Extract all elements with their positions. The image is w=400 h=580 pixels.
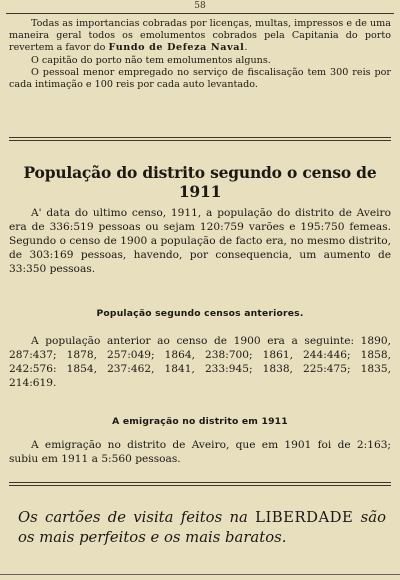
section-divider-top [9, 137, 391, 141]
captain-paragraph: O capitão do porto não tem emolumentos alguns. [31, 54, 271, 66]
previous-censuses-section [9, 335, 391, 391]
fees-end: . [244, 42, 248, 54]
header-rule [6, 13, 394, 14]
fund-name: Fundo de Defeza Naval [108, 42, 245, 54]
census-section [9, 207, 391, 277]
footer-rule [0, 574, 400, 575]
previous-censuses-heading: População segundo censos anteriores. [96, 308, 304, 319]
top-notes-section [9, 18, 391, 91]
emigration-paragraph: A emigração no distrito de Aveiro, que em 1901 foi de 2:163; subiu em 1911 a 5:560 pessoas. [9, 439, 391, 465]
advert-brand: LIBERDADE [255, 509, 354, 526]
emigration-section [9, 439, 391, 467]
advertisement [18, 508, 386, 548]
census-paragraph: A' data do ultimo censo, 1911, a população do distrito de Aveiro era de 336:519 pessoas ou sejam 120:759 varões e 195:750 femeas. Segundo o censo de 1900 a população de facto era, no mesmo distrito, de 303:169 pessoas, havendo, por consequencia, um aumento de 33:350 pessoas. [9, 207, 391, 275]
page-number: 58 [194, 1, 206, 11]
fees-paragraph [9, 18, 391, 55]
advert-text-end: são os mais perfeitos e os mais baratos. [18, 509, 386, 546]
fees-text: Todas as importancias cobradas por licenças, multas, impressos e de uma maneira geral todos os emolumentos cobrados pela Capitania do porto revertem a favor do [9, 18, 391, 54]
staff-paragraph: O pessoal menor empregado no serviço de fiscalisação tem 300 reis por cada intimação e 100 reis por cada auto levantado. [9, 66, 391, 91]
section-divider-bottom [9, 482, 391, 486]
emigration-heading: A emigração no distrito em 1911 [112, 416, 288, 427]
census-title: População do distrito segundo o censo de 1911 [23, 163, 377, 201]
previous-censuses-paragraph: A população anterior ao censo de 1900 era a seguinte: 1890, 287:437; 1878, 257:049; 1864, 238:700; 1861, 244:446; 1858, 242:576: 1854, 237:462, 1841, 233:945; 1838, 225:475; 1835, 214:619. [9, 335, 391, 389]
advert-text-start: Os cartões de visita feitos na [18, 509, 248, 526]
